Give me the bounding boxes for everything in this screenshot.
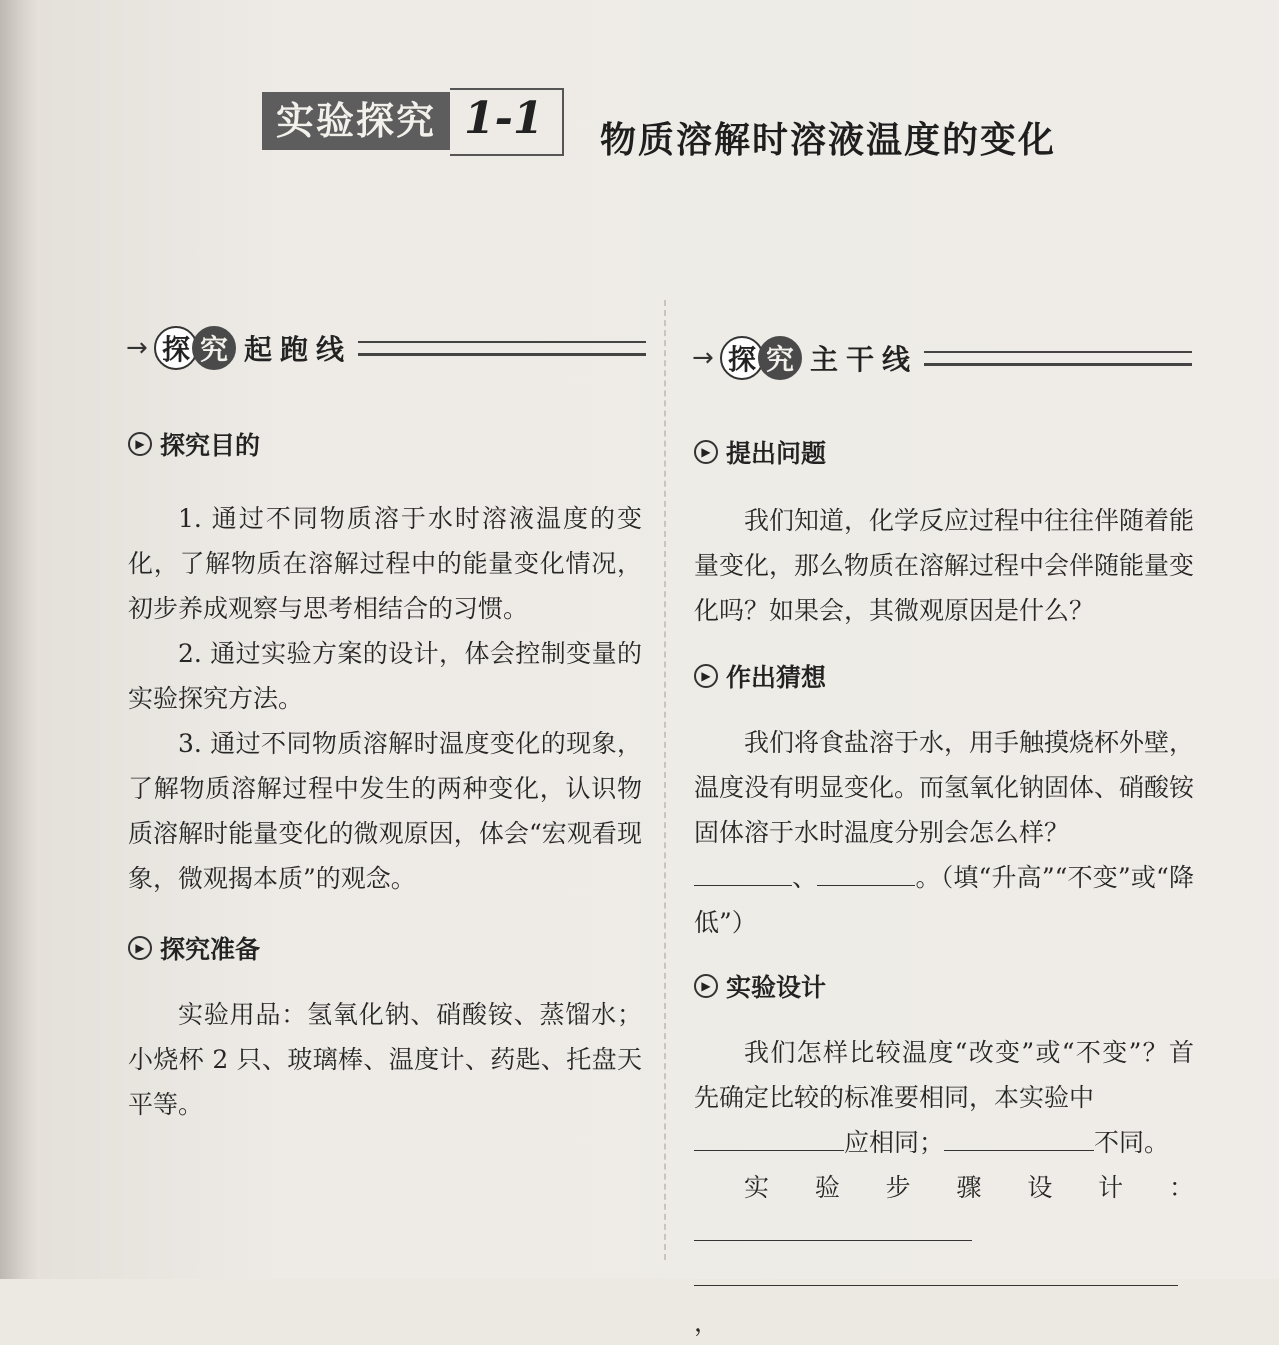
section-design-label: 实验设计 (726, 973, 827, 1002)
fill-instruction: 。（填“升高”“不变”或“降低”） (694, 863, 1194, 937)
design-text (694, 1030, 1194, 1345)
hypothesis-text (694, 720, 1194, 945)
arrow-icon: → (692, 343, 714, 373)
banner-text: 起跑线 (244, 333, 353, 366)
banner-char-1: 探 (154, 326, 198, 370)
hypothesis-body: 我们将食盐溶于水，用手触摸烧杯外壁，温度没有明显变化。而氢氧化钠固体、硝酸铵固体溶于水时温度分别会怎么样？ (694, 728, 1195, 847)
page-title: 物质溶解时溶液温度的变化 (600, 119, 1057, 161)
section-question-label: 提出问题 (726, 439, 827, 468)
banner-main-line (692, 330, 1192, 386)
purpose-item-3: 3. 通过不同物质溶解时温度变化的现象，了解物质溶解过程中发生的两种变化，认识物质溶解时能量变化的微观原因，体会“宏观看现象，微观揭本质”的观念。 (128, 729, 642, 893)
banner-char-2: 究 (192, 326, 236, 370)
section-preparation (128, 930, 260, 966)
section-design (694, 968, 826, 1004)
steps-line (694, 1165, 1194, 1255)
header-number: 1-1 (450, 88, 564, 156)
header-tag: 实验探究 (262, 92, 450, 150)
play-circle-icon: ▶ (128, 432, 152, 456)
section-question (694, 434, 826, 470)
answer-blank-3[interactable] (694, 1120, 844, 1151)
design-body: 我们怎样比较温度“改变”或“不变”？首先确定比较的标准要相同，本实验中 (694, 1038, 1194, 1112)
answer-blank-5[interactable] (694, 1210, 972, 1241)
question-text (694, 498, 1194, 633)
answer-blank-1[interactable] (694, 855, 792, 886)
arrow-icon: → (126, 333, 148, 363)
blank-separator: 、 (792, 863, 818, 892)
banner-tail (358, 341, 646, 356)
section-hypothesis (694, 658, 826, 694)
section-header (262, 92, 564, 156)
answer-blank-4[interactable] (944, 1120, 1094, 1151)
section-preparation-label: 探究准备 (160, 935, 261, 964)
play-circle-icon: ▶ (694, 664, 718, 688)
section-purpose (128, 426, 260, 462)
answer-blank-6[interactable] (694, 1255, 1178, 1286)
column-divider (664, 300, 666, 1260)
question-body: 我们知道，化学反应过程中往往伴随着能量变化，那么物质在溶解过程中会伴随能量变化吗？如果会，其微观原因是什么？ (694, 506, 1195, 625)
steps-comma: ， (694, 1308, 720, 1337)
banner-text: 主干线 (810, 343, 919, 376)
purpose-item-1: 1. 通过不同物质溶于水时溶液温度的变化，了解物质在溶解过程中的能量变化情况，初步养成观察与思考相结合的习惯。 (128, 504, 642, 623)
banner-tail (924, 351, 1192, 366)
hypothesis-fill-line (694, 855, 1194, 945)
purpose-text (128, 496, 642, 901)
design-diff-label: 不同。 (1094, 1128, 1170, 1157)
play-circle-icon: ▶ (694, 974, 718, 998)
steps-label: 实验步骤设计： (744, 1173, 1194, 1202)
design-fill-line (694, 1120, 1194, 1165)
section-hypothesis-label: 作出猜想 (726, 663, 827, 692)
materials-list: 实验用品：氢氧化钠、硝酸铵、蒸馏水；小烧杯 2 只、玻璃棒、温度计、药匙、托盘天平等。 (128, 1000, 642, 1119)
play-circle-icon: ▶ (694, 440, 718, 464)
steps-line-2 (694, 1255, 1194, 1345)
banner-char-1: 探 (720, 336, 764, 380)
preparation-text (128, 992, 642, 1127)
book-spine-shadow (0, 0, 40, 1279)
purpose-item-2: 2. 通过实验方案的设计，体会控制变量的实验探究方法。 (128, 639, 642, 713)
answer-blank-2[interactable] (817, 855, 915, 886)
design-same-label: 应相同； (844, 1128, 945, 1157)
banner-start-line (126, 320, 646, 376)
banner-char-2: 究 (758, 336, 802, 380)
play-circle-icon: ▶ (128, 936, 152, 960)
section-purpose-label: 探究目的 (160, 431, 261, 460)
